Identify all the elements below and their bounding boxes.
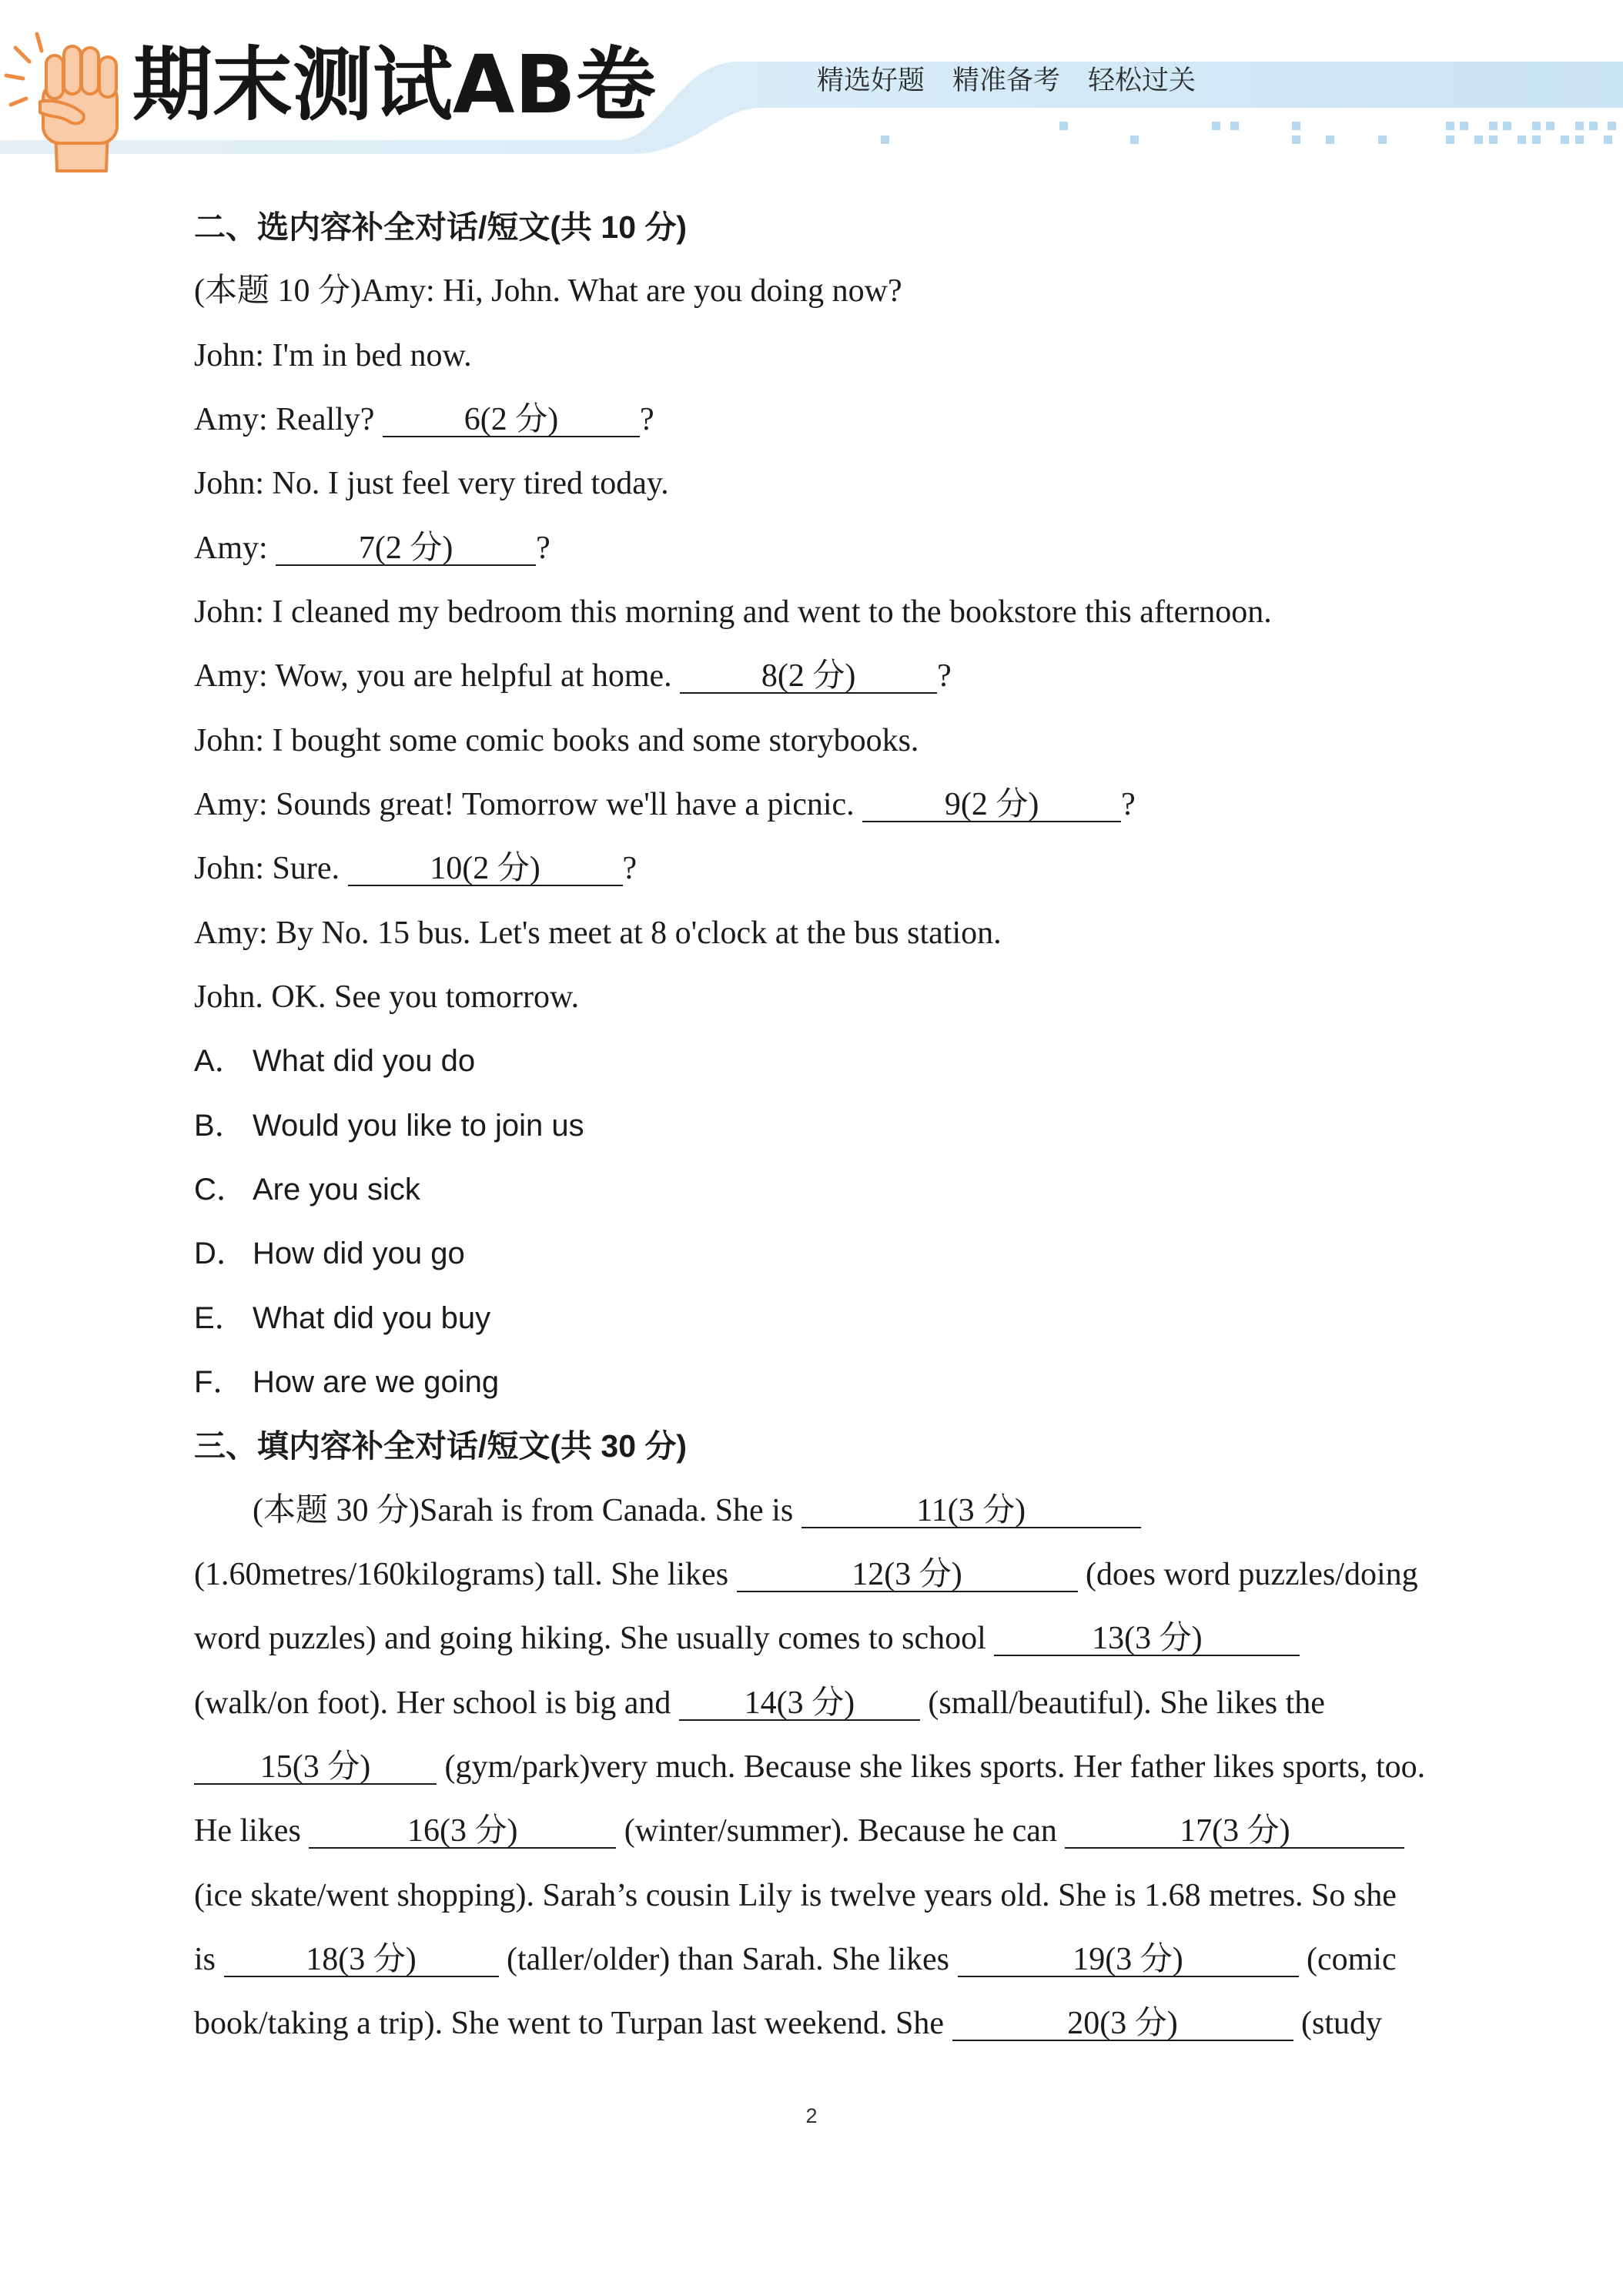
- passage-line: [194, 1735, 1580, 1799]
- dialogue-line: John: No. I just feel very tired today.: [194, 466, 669, 502]
- dialogue-text: Amy: Really?: [194, 401, 383, 437]
- dialogue-text: ?: [1121, 786, 1136, 822]
- answer-blank-16: 16(3 分): [309, 1815, 616, 1849]
- passage-line: [194, 1479, 1580, 1543]
- header-tagline-3: 轻松过关: [1088, 65, 1196, 96]
- passage-line: [194, 1607, 1580, 1671]
- answer-blank-17: 17(3 分): [1065, 1815, 1404, 1849]
- option-letter: D．: [194, 1237, 247, 1271]
- answer-blank-18: 18(3 分): [224, 1943, 499, 1977]
- decor-square: [1326, 136, 1334, 144]
- page-number: 2: [805, 2104, 818, 2127]
- option-letter: A．: [194, 1044, 246, 1079]
- decor-square: [881, 136, 889, 144]
- dialogue-text: John: Sure.: [194, 851, 348, 887]
- header-tagline-2: 精准备考: [952, 65, 1061, 96]
- answer-blank-11: 11(3 分): [801, 1494, 1141, 1528]
- passage-text: is: [194, 1941, 224, 1977]
- dialogue-line: [194, 773, 1580, 837]
- option-text: Are you sick: [253, 1172, 420, 1207]
- section-3-heading: 三、填内容补全对话/短文(共 30 分): [194, 1428, 688, 1464]
- dialogue-text: ?: [622, 851, 637, 887]
- passage-line: [194, 1992, 1580, 2056]
- decor-square: [1518, 136, 1526, 144]
- decor-square: [1575, 136, 1584, 144]
- decor-square: [1446, 122, 1454, 130]
- passage-text: book/taking a trip). She went to Turpan last weekend. She: [194, 2006, 952, 2042]
- section-2-heading: 二、选内容补全对话/短文(共 10 分): [194, 209, 688, 245]
- answer-blank-20: 20(3 分): [952, 2007, 1293, 2041]
- dialogue-text: Amy: Sounds great! Tomorrow we'll have a picnic.: [194, 786, 863, 822]
- page-header: [0, 0, 1623, 177]
- answer-blank-6: 6(2 分): [383, 403, 640, 437]
- passage-text: (small/beautiful). She likes the: [919, 1685, 1325, 1721]
- passage-text: (1.60metres/160kilograms) tall. She likes: [194, 1556, 737, 1592]
- option-text: What did you buy: [253, 1300, 491, 1335]
- decor-square: [1292, 122, 1300, 130]
- passage-line: [194, 1799, 1580, 1863]
- passage-text: (taller/older) than Sarah. She likes: [498, 1941, 958, 1977]
- decor-square: [1608, 122, 1616, 130]
- dialogue-text: ?: [536, 530, 550, 566]
- decor-square: [1532, 136, 1541, 144]
- answer-blank-9: 9(2 分): [862, 788, 1121, 822]
- raised-hand-icon: [0, 28, 139, 174]
- decor-square: [1503, 122, 1511, 130]
- passage-line: (ice skate/went shopping). Sarah’s cousin Lily is twelve years old. She is 1.68 metres. So she: [194, 1877, 1397, 1913]
- option-letter: C．: [194, 1172, 247, 1207]
- dialogue-line: John: I bought some comic books and some storybooks.: [194, 722, 919, 758]
- passage-text: (winter/summer). Because he can: [616, 1813, 1066, 1849]
- decor-square: [1546, 122, 1554, 130]
- dialogue-line: Amy: By No. 15 bus. Let's meet at 8 o'clock at the bus station.: [194, 915, 1002, 951]
- header-tagline-1: 精选好题: [817, 65, 925, 96]
- decor-square: [1575, 122, 1584, 130]
- exam-content: [194, 196, 1580, 2057]
- passage-text: (本题 30 分)Sarah is from Canada. She is: [253, 1492, 801, 1528]
- option-d: [194, 1222, 1580, 1286]
- option-text: What did you do: [253, 1044, 476, 1079]
- decor-square: [1532, 122, 1541, 130]
- decor-square: [1212, 122, 1220, 130]
- passage-text: (comic: [1298, 1941, 1397, 1977]
- decor-square: [1378, 136, 1387, 144]
- header-taglines: [817, 65, 1196, 97]
- answer-blank-15: 15(3 分): [194, 1751, 437, 1785]
- dialogue-text: ?: [937, 658, 952, 694]
- decor-square: [1292, 136, 1300, 144]
- passage-text: (gym/park)very much. Because she likes sports. Her father likes sports, too.: [437, 1749, 1426, 1785]
- passage-text: (study: [1293, 2006, 1383, 2042]
- answer-blank-10: 10(2 分): [348, 852, 623, 886]
- decor-square: [1604, 136, 1612, 144]
- decor-square: [1130, 136, 1139, 144]
- option-c: [194, 1158, 1580, 1222]
- answer-blank-7: 7(2 分): [276, 532, 536, 566]
- dialogue-line: (本题 10 分)Amy: Hi, John. What are you doing now?: [194, 273, 902, 310]
- answer-blank-8: 8(2 分): [680, 660, 937, 694]
- decor-square: [1474, 136, 1483, 144]
- dialogue-line: John. OK. See you tomorrow.: [194, 979, 580, 1015]
- decor-square: [1561, 136, 1569, 144]
- option-text: How are we going: [253, 1364, 500, 1399]
- passage-line: [194, 1672, 1580, 1735]
- decorative-squares: [881, 122, 1616, 144]
- option-letter: F．: [194, 1364, 244, 1399]
- decor-square: [1230, 122, 1239, 130]
- passage-text: He likes: [194, 1813, 310, 1849]
- decor-square: [1059, 122, 1068, 130]
- answer-blank-19: 19(3 分): [958, 1943, 1299, 1977]
- answer-blank-13: 13(3 分): [994, 1622, 1300, 1656]
- dialogue-line: [194, 644, 1580, 708]
- decor-square: [1446, 136, 1454, 144]
- dialogue-line: [194, 517, 1580, 581]
- dialogue-line: John: I'm in bed now.: [194, 337, 472, 373]
- passage-line: [194, 1543, 1580, 1607]
- option-f: [194, 1350, 1580, 1414]
- decor-square: [1460, 122, 1468, 130]
- passage-text: (does word puzzles/doing: [1077, 1556, 1418, 1592]
- option-a: [194, 1029, 1580, 1093]
- answer-blank-12: 12(3 分): [737, 1558, 1078, 1592]
- dialogue-text: ?: [639, 401, 654, 437]
- passage-text: (walk/on foot). Her school is big and: [194, 1685, 679, 1721]
- option-letter: E．: [194, 1300, 246, 1335]
- passage-line: [194, 1928, 1580, 1992]
- dialogue-text: Amy: Wow, you are helpful at home.: [194, 658, 681, 694]
- dialogue-line: John: I cleaned my bedroom this morning and went to the bookstore this afternoon.: [194, 594, 1272, 630]
- option-text: How did you go: [253, 1237, 465, 1271]
- header-title: 期末测试AB卷: [132, 38, 656, 132]
- decor-square: [1489, 122, 1498, 130]
- option-text: Would you like to join us: [253, 1108, 584, 1143]
- answer-blank-14: 14(3 分): [679, 1687, 920, 1721]
- option-e: [194, 1287, 1580, 1350]
- decor-square: [1489, 136, 1498, 144]
- dialogue-line: [194, 837, 1580, 901]
- option-letter: B．: [194, 1108, 246, 1143]
- option-b: [194, 1094, 1580, 1158]
- dialogue-line: [194, 388, 1580, 452]
- dialogue-text: Amy:: [194, 530, 276, 566]
- decor-square: [1589, 122, 1598, 130]
- passage-text: word puzzles) and going hiking. She usually comes to school: [194, 1621, 995, 1657]
